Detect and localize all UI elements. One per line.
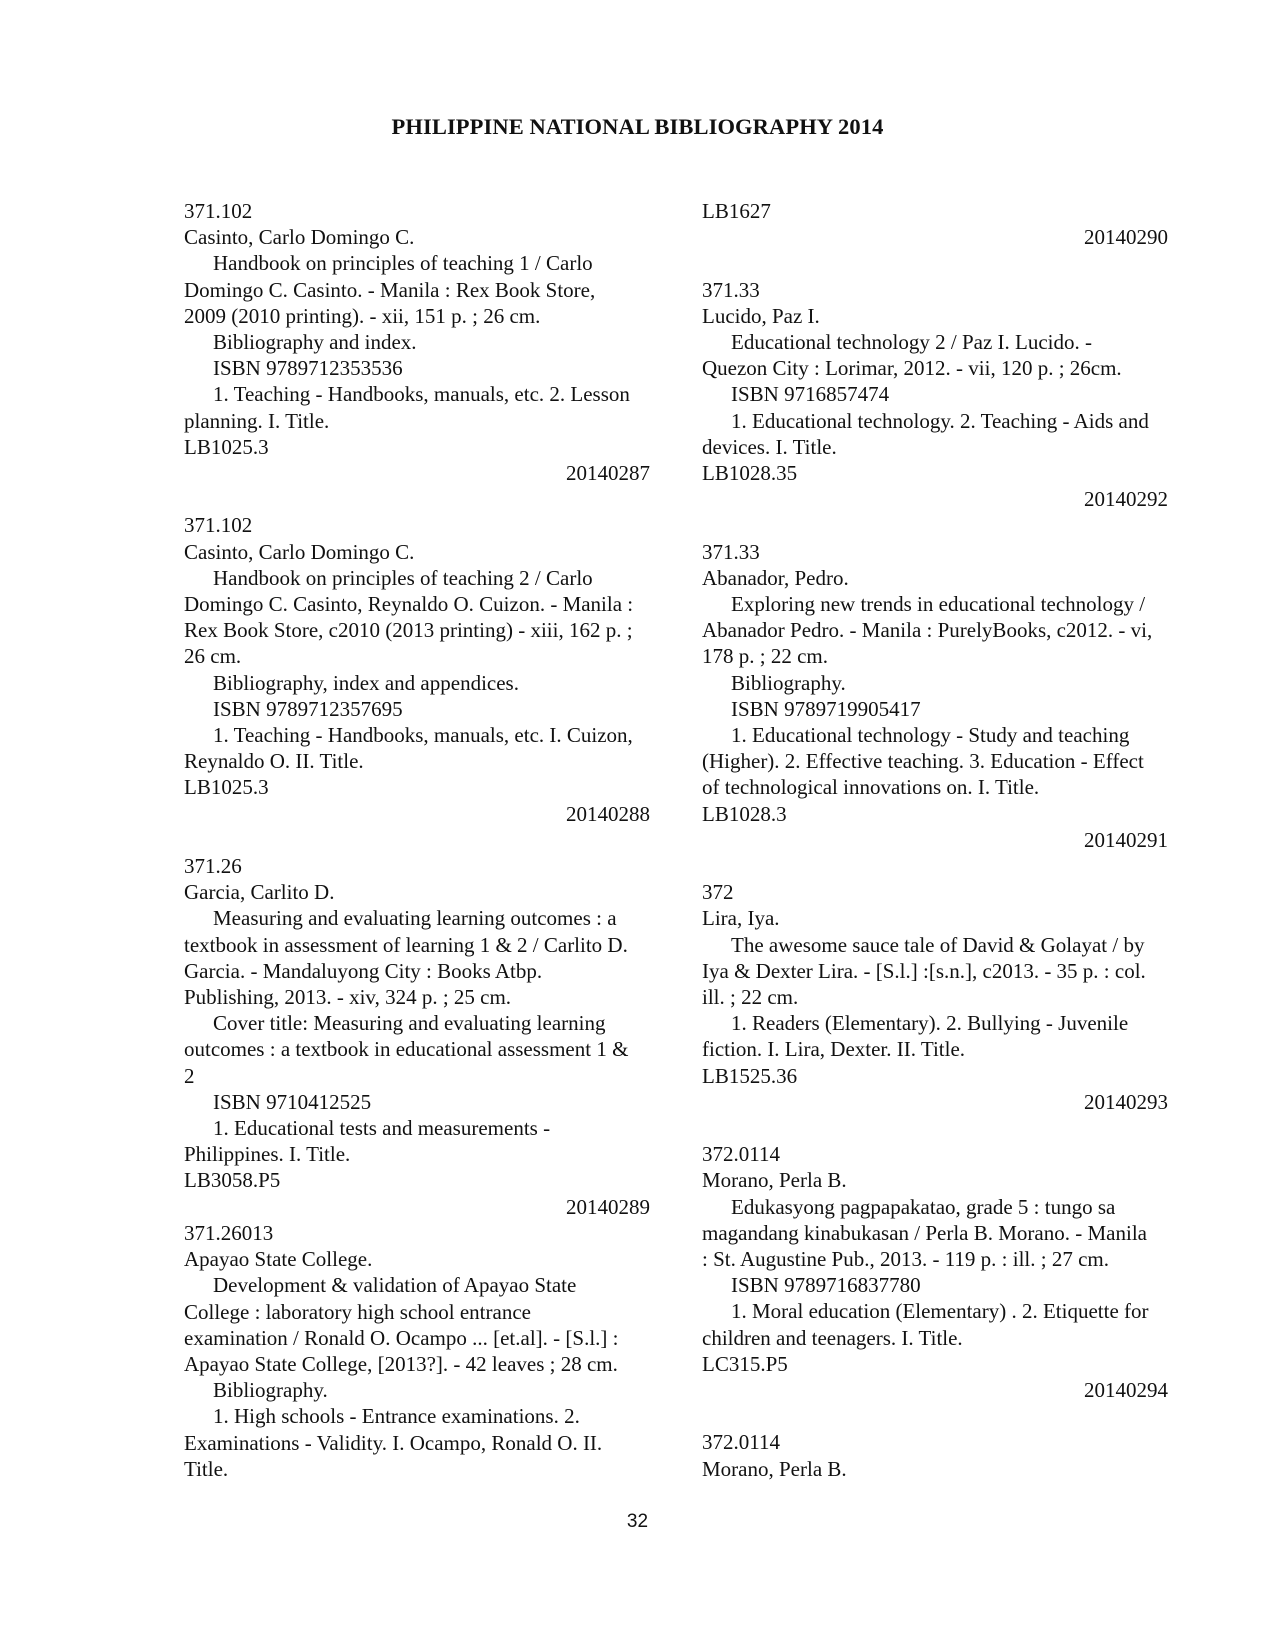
entry-line: Title. [184,1456,229,1481]
entry-line: Examinations - Validity. I. Ocampo, Ronald O. II. [184,1430,603,1455]
entry-line: textbook in assessment of learning 1 & 2 / Carlito D. [184,932,628,957]
entry-line: (Higher). 2. Effective teaching. 3. Education - Effect [702,749,1144,774]
entry-line: examination / Ronald O. Ocampo ... [et.al]. - [S.l.] : [184,1325,619,1350]
entry-line: fiction. I. Lira, Dexter. II. Title. [702,1037,966,1062]
entry-line: Morano, Perla B. [702,1456,847,1481]
entry-line: ISBN 9789719905417 [731,696,921,721]
entry-line: 371.102 [184,199,253,223]
entry-line: planning. I. Title. [184,408,330,433]
entry-line: Domingo C. Casinto. - Manila : Rex Book Store, [184,277,596,302]
entry-line: LB1028.35 [702,461,798,486]
entry-line: The awesome sauce tale of David & Golayat / by [731,932,1145,957]
entry-line: 1. Educational tests and measurements - [213,1116,551,1141]
control-number: 20140291 [1084,827,1168,852]
entry-separator [702,1403,1177,1429]
entry-line: Bibliography and index. [213,330,417,355]
entry-line: Abanador, Pedro. [702,565,849,590]
entry-line: 2009 (2010 printing). - xii, 151 p. ; 26 cm. [184,303,541,328]
entry-separator [702,250,1177,276]
entry-line: 1. Educational technology. 2. Teaching - Aids and [731,408,1149,433]
control-number: 20140292 [1084,487,1168,512]
entry-line: Quezon City : Lorimar, 2012. - vii, 120 p. ; 26cm. [702,356,1122,381]
right-column [702,198,1177,1482]
entry-line: Bibliography. [213,1378,328,1403]
entry-separator [184,486,650,512]
entry-separator [702,512,1177,538]
entry-line: LB1025.3 [184,775,269,800]
entry-line: Cover title: Measuring and evaluating learning [213,1011,606,1036]
entry-line: Edukasyong pagpapakatao, grade 5 : tungo sa [731,1194,1116,1219]
control-number: 20140290 [1084,225,1168,250]
entry-line: children and teenagers. I. Title. [702,1325,963,1350]
entry-line: 372 [702,880,734,905]
entry-line: LB1025.3 [184,434,269,459]
entry-line: 1. Readers (Elementary). 2. Bullying - Juvenile [731,1011,1129,1036]
entry-line: 371.26 [184,854,242,879]
entry-line: 1. Educational technology - Study and teaching [731,723,1130,748]
entry-line: Abanador Pedro. - Manila : PurelyBooks, c2012. - vi, [702,618,1153,643]
entry-line: Reynaldo O. II. Title. [184,749,364,774]
page-number: 32 [626,1511,649,1532]
entry-line: 1. Moral education (Elementary) . 2. Etiquette for [731,1299,1149,1324]
entry-line: Lira, Iya. [702,906,780,931]
control-number: 20140294 [1084,1378,1168,1403]
left-column [184,198,650,1482]
entry-line: of technological innovations on. I. Title. [702,775,1040,800]
entry-line: Handbook on principles of teaching 1 / Carlo [213,251,593,276]
entry-line: devices. I. Title. [702,434,837,459]
entry-line: LC315.P5 [702,1351,788,1376]
entry-line: ISBN 9789712353536 [213,356,403,381]
entry-line: Measuring and evaluating learning outcomes : a [213,906,617,931]
entry-line: 1. Teaching - Handbooks, manuals, etc. 2. Lesson [213,382,630,407]
entry-line: ISBN 9789716837780 [731,1273,921,1298]
entry-line: Bibliography, index and appendices. [213,670,519,695]
entry-separator [702,853,1177,879]
entry-line: Bibliography. [731,670,846,695]
entry-line: Casinto, Carlo Domingo C. [184,539,415,564]
entry-line: Apayao State College. [184,1247,373,1272]
entry-line: Iya & Dexter Lira. - [S.l.] :[s.n.], c2013. - 35 p. : col. [702,958,1146,983]
page-title: PHILIPPINE NATIONAL BIBLIOGRAPHY 2014 [391,114,884,139]
entry-line: LB1525.36 [702,1063,798,1088]
entry-line: 372.0114 [702,1430,780,1455]
entry-line: 371.102 [184,513,253,538]
entry-line: 1. High schools - Entrance examinations. 2. [213,1404,580,1429]
control-number: 20140287 [566,461,650,486]
entry-line: Rex Book Store, c2010 (2013 printing) - xiii, 162 p. ; [184,618,633,643]
entry-line: 178 p. ; 22 cm. [702,644,828,669]
entry-separator [184,827,650,853]
entry-line: 2 [184,1063,195,1088]
entry-line: outcomes : a textbook in educational assessment 1 & [184,1037,629,1062]
entry-line: Exploring new trends in educational technology / [731,592,1146,617]
entry-line: College : laboratory high school entrance [184,1299,531,1324]
entry-line: Handbook on principles of teaching 2 / Carlo [213,565,593,590]
entry-line: 26 cm. [184,644,242,669]
entry-line: Development & validation of Apayao State [213,1273,577,1298]
control-number: 20140293 [1084,1089,1168,1114]
entry-line: Casinto, Carlo Domingo C. [184,225,415,250]
entry-line: 371.26013 [184,1220,274,1245]
entry-line: Domingo C. Casinto, Reynaldo O. Cuizon. - Manila : [184,592,634,617]
entry-line: 1. Teaching - Handbooks, manuals, etc. I. Cuizon, [213,723,633,748]
entry-line: ISBN 9789712357695 [213,696,403,721]
entry-line: ill. ; 22 cm. [702,985,799,1010]
entry-separator [702,1115,1177,1141]
entry-line: Publishing, 2013. - xiv, 324 p. ; 25 cm. [184,985,512,1010]
entry-line: 371.33 [702,277,760,302]
entry-line: Garcia. - Mandaluyong City : Books Atbp. [184,958,543,983]
entry-line: LB3058.P5 [184,1168,281,1193]
entry-line: : St. Augustine Pub., 2013. - 119 p. : ill. ; 27 cm. [702,1247,1109,1272]
entry-line: 372.0114 [702,1142,780,1167]
entry-line: Educational technology 2 / Paz I. Lucido. - [731,330,1092,354]
entry-line: Garcia, Carlito D. [184,880,335,905]
entry-line: Philippines. I. Title. [184,1142,351,1167]
entry-line: ISBN 9710412525 [213,1089,372,1114]
control-number: 20140288 [566,801,650,826]
entry-line: magandang kinabukasan / Perla B. Morano. - Manila [702,1220,1147,1245]
entry-line: Lucido, Paz I. [702,303,820,328]
control-number: 20140289 [566,1194,650,1219]
entry-line: LB1028.3 [702,801,787,826]
entry-line: ISBN 9716857474 [731,382,890,407]
entry-line: Apayao State College, [2013?]. - 42 leaves ; 28 cm. [184,1351,618,1376]
entry-line: Morano, Perla B. [702,1168,847,1193]
entry-line: LB1627 [702,199,771,223]
entry-line: 371.33 [702,539,760,564]
